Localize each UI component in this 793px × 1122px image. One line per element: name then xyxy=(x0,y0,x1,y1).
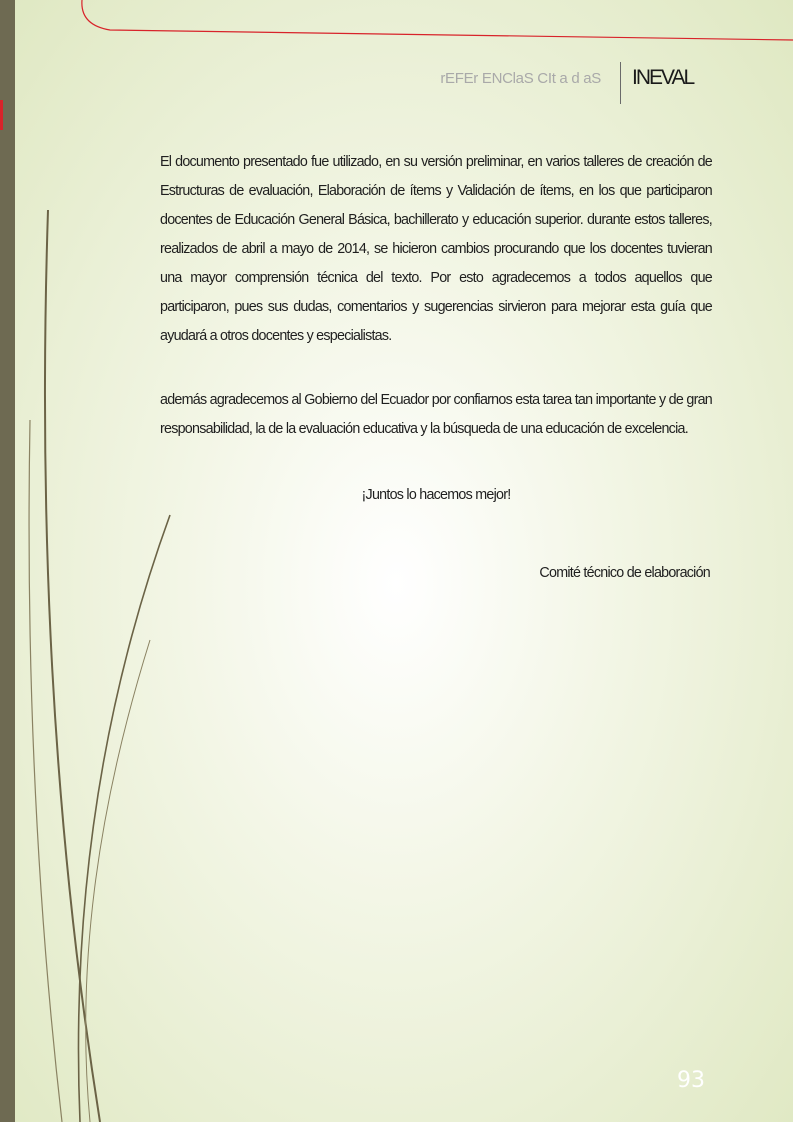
motto: ¡Juntos lo hacemos mejor! xyxy=(361,487,511,503)
grass-line-4 xyxy=(86,640,150,1122)
top-red-curve xyxy=(82,0,793,40)
grass-line-2 xyxy=(78,515,170,1122)
section-title: rEFEr ENClaS CIt a d aS xyxy=(440,70,601,87)
ineval-logo: INEVAL xyxy=(632,66,694,89)
page-number: 93 xyxy=(677,1068,705,1093)
paragraph-2: además agradecemos al Gobierno del Ecuador por confiarnos esta tarea tan importante y de gran responsabilidad, la de la evaluación educativa y la búsqueda de una educación de excelencia. xyxy=(160,392,712,437)
header-divider xyxy=(620,62,621,104)
paragraph-1: El documento presentado fue utilizado, en su versión preliminar, en varios talleres de creación de Estructuras de evaluación, Elaboración de ítems y Validación de ítems, en los que participaron docentes de Educación General Básica, bachillerato y educación superior. durante estos talleres, realizados de abril a mayo de 2014, se hicieron cambios procurando que los docentes tuvieran una mayor comprensión técnica del texto. Por esto agradecemos a todos aquellos que participaron, pues sus dudas, comentarios y sugerencias sirvieron para mejorar esta guía que ayudará a otros docentes y especialistas. xyxy=(160,154,712,344)
grass-line-3 xyxy=(29,420,62,1122)
grass-line-1 xyxy=(45,210,100,1122)
signature: Comité técnico de elaboración xyxy=(539,565,710,581)
